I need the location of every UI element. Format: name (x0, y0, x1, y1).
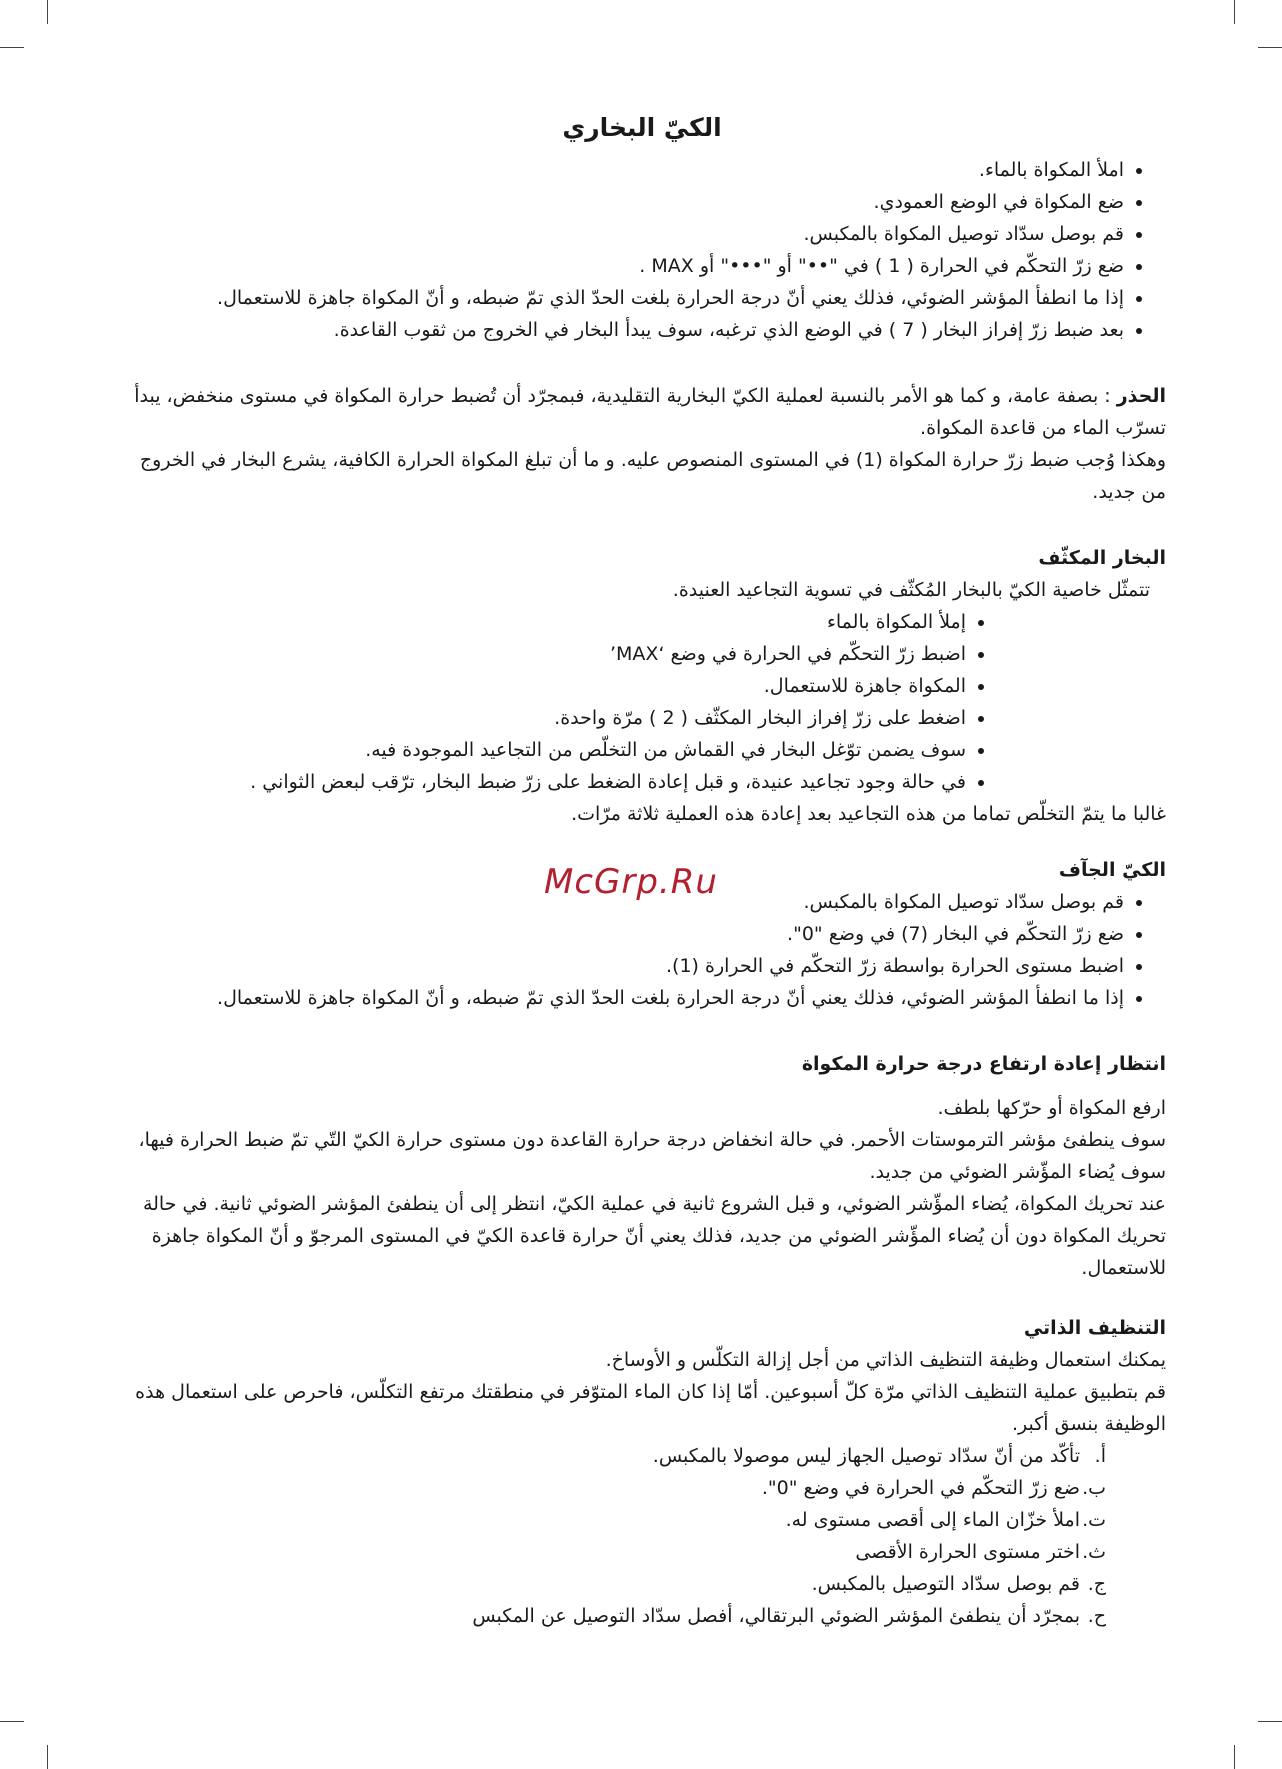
section-heading: البخار المكثّف (1038, 547, 1166, 569)
list-item: • قم بوصل سدّاد توصيل المكواة بالمكبس. (118, 886, 1124, 918)
paragraph: عند تحريك المكواة، يُضاء المؤّشر الضوئي، و قبل الشروع ثانية في عملية الكيّ، انتظر إلى أن ينطفئ المؤشر الضوئي ثانية. في حالة تحريك المكواة دون أن يُضاء المؤّشر الضوئي من جديد، فذلك يعني أنّ حرارة قاعدة الكيّ في المستوى المرجوّ و أنّ المكواة جاهزة للاستعمال. (142, 1193, 1166, 1279)
self-cleaning-steps (118, 1440, 1166, 1632)
list-item (118, 1568, 1106, 1600)
paragraph: سوف ينطفئ مؤشر الترموستات الأحمر. في حالة انخفاض درجة حرارة القاعدة دون مستوى حرارة الكيّ التّي تمّ ضبط الحرارة فيها، سوف يُضاء المؤّشر الضوئي من جديد. (138, 1129, 1166, 1183)
page-title: الكيّ البخاري (562, 113, 722, 142)
paragraph: يمكنك استعمال وظيفة التنظيف الذاتي من أجل إزالة التكلّس و الأوساخ. (605, 1349, 1166, 1371)
list-item (118, 1504, 1106, 1536)
warning-paragraph-2: وهكذا وُجب ضبط زرّ حرارة المكواة (1) في المستوى المنصوص عليه. و ما أن تبلغ المكواة الحرارة الكافية، يشرع البخار في الخروج من جديد. (139, 449, 1166, 503)
list-item: • ضع زرّ التحكّم في الحرارة ( 1 ) في "••" أو "•••" أو MAX . (118, 250, 1124, 282)
step-marker: ب. (1082, 1477, 1106, 1499)
list-item (118, 1536, 1106, 1568)
list-item: • اضغط على زرّ إفراز البخار المكثّف ( 2 ) مرّة واحدة. (118, 702, 966, 734)
crop-mark (0, 47, 24, 48)
step-text: املأ خزّان الماء إلى أقصى مستوى له. (785, 1509, 1080, 1531)
step-marker: ث. (1082, 1541, 1106, 1563)
list-item: • ضع زرّ التحكّم في البخار (7) في وضع "0". (118, 918, 1124, 950)
step-text: قم بوصل سدّاد التوصيل بالمكبس. (811, 1573, 1080, 1595)
warning-label: الحذر (1116, 385, 1166, 407)
warning-paragraph (118, 380, 1166, 444)
step-marker: ح. (1087, 1605, 1106, 1627)
paragraph: ارفع المكواة أو حرّكها بلطف. (937, 1097, 1166, 1119)
section-heading: التنظيف الذاتي (1023, 1317, 1166, 1339)
step-text: تأكّد من أنّ سدّاد توصيل الجهاز ليس موصولا بالمكبس. (652, 1445, 1080, 1467)
list-item (118, 1440, 1106, 1472)
paragraph: قم بتطبيق عملية التنظيف الذاتي مرّة كلّ أسبوعين. أمّا إذا كان الماء المتوّفر في منطقتك مرتفع التكلّس، فاحرص على استعمال هذه الوظيفة بنسق أكبر. (135, 1381, 1166, 1435)
crop-mark (47, 1745, 48, 1769)
concentrated-steam-list (118, 606, 1166, 798)
list-item: • إذا ما انطفأ المؤشر الضوئي، فذلك يعني أنّ درجة الحرارة بلغت الحدّ الذي تمّ ضبطه، و أنّ المكواة جاهزة للاستعمال. (118, 282, 1124, 314)
list-item: • سوف يضمن توّغل البخار في القماش من التخلّص من التجاعيد الموجودة فيه. (118, 734, 966, 766)
crop-mark (1234, 1745, 1235, 1769)
crop-mark (1258, 1721, 1282, 1722)
crop-mark (1258, 47, 1282, 48)
list-item: • بعد ضبط زرّ إفراز البخار ( 7 ) في الوضع الذي ترغبه، سوف يبدأ البخار في الخروج من ثقوب القاعدة. (118, 314, 1124, 346)
list-item: • قم بوصل سدّاد توصيل المكواة بالمكبس. (118, 218, 1124, 250)
step-text: بمجرّد أن ينطفئ المؤشر الضوئي البرتقالي، أفصل سدّاد التوصيل عن المكبس (472, 1605, 1080, 1627)
step-text: اختر مستوى الحرارة الأقصى (855, 1541, 1080, 1563)
dry-ironing-list (118, 886, 1166, 1014)
step-marker: ج. (1087, 1573, 1106, 1595)
watermark: McGrp.Ru (544, 862, 718, 902)
list-item: • املأ المكواة بالماء. (118, 154, 1124, 186)
step-marker: ت. (1082, 1509, 1106, 1531)
list-item: • إذا ما انطفأ المؤشر الضوئي، فذلك يعني أنّ درجة الحرارة بلغت الحدّ الذي تمّ ضبطه، و أنّ المكواة جاهزة للاستعمال. (118, 982, 1124, 1014)
crop-mark (1234, 0, 1235, 24)
list-item: • اضبط زرّ التحكّم في الحرارة في وضع ‘MAX’ (118, 638, 966, 670)
step-marker: أ. (1094, 1445, 1106, 1467)
steam-ironing-list (118, 154, 1166, 346)
list-item (118, 1472, 1106, 1504)
warning-text: : بصفة عامة، و كما هو الأمر بالنسبة لعملية الكيّ البخارية التقليدية، فبمجرّد أن تُضبط حرارة المكواة في مستوى منخفض، يبدأ تسرّب الماء من قاعدة المكواة. (134, 385, 1166, 439)
list-item: • في حالة وجود تجاعيد عنيدة، و قبل إعادة الضغط على زرّ ضبط البخار، ترّقب لبعض الثواني . (118, 766, 966, 798)
list-item: • ضع المكواة في الوضع العمودي. (118, 186, 1124, 218)
section-note: غالبا ما يتمّ التخلّص تماما من هذه التجاعيد بعد إعادة هذه العملية ثلاثة مرّات. (571, 803, 1166, 825)
crop-mark (47, 0, 48, 24)
crop-mark (0, 1721, 24, 1722)
step-text: ضع زرّ التحكّم في الحرارة في وضع "0". (761, 1477, 1080, 1499)
section-intro: تتمثّل خاصية الكيّ بالبخار المُكثّف في تسوية التجاعيد العنيدة. (672, 579, 1150, 601)
list-item: • اضبط مستوى الحرارة بواسطة زرّ التحكّم في الحرارة (1). (118, 950, 1124, 982)
list-item: • المكواة جاهزة للاستعمال. (118, 670, 966, 702)
section-heading: انتظار إعادة ارتفاع درجة حرارة المكواة (801, 1053, 1166, 1075)
list-item: • إملأ المكواة بالماء (118, 606, 966, 638)
section-heading: الكيّ الجآف (1058, 859, 1166, 881)
list-item (118, 1600, 1106, 1632)
